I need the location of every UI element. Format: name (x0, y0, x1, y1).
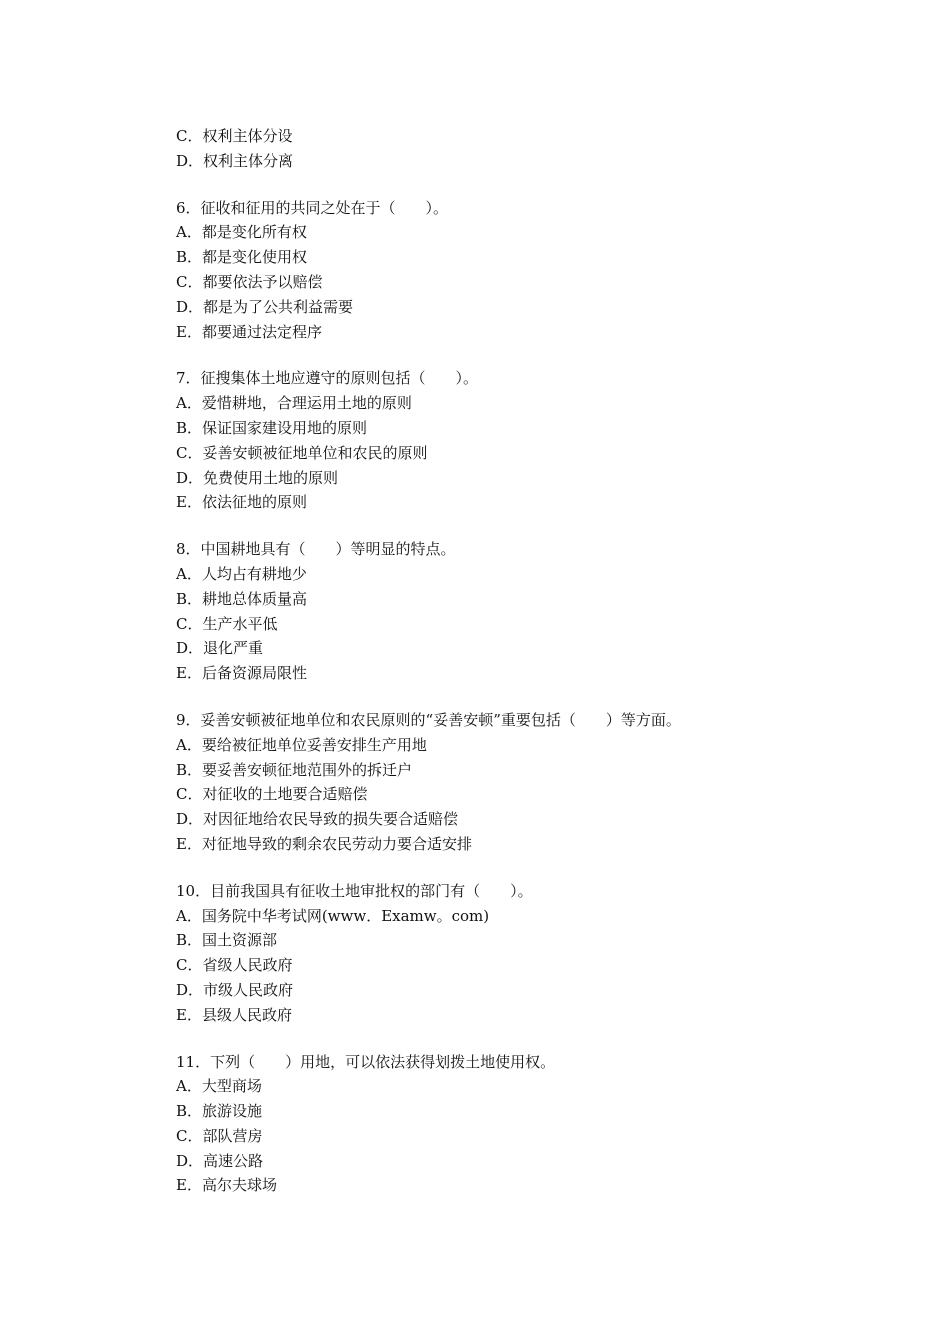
option-d: D．高速公路 (176, 1151, 264, 1170)
document-page (176, 124, 856, 1198)
question-text: 10．目前我国具有征收土地审批权的部门有（ ）。 (176, 881, 533, 900)
option-e: E．对征地导致的剩余农民劳动力要合适安排 (176, 834, 472, 853)
option-d: D．都是为了公共利益需要 (176, 297, 354, 316)
option-a: A．爱惜耕地，合理运用土地的原则 (176, 394, 412, 413)
option-c: C．部队营房 (176, 1126, 263, 1145)
question-text: 6．征收和征用的共同之处在于（ ）。 (176, 198, 449, 217)
option-c: C．都要依法予以赔偿 (176, 272, 323, 291)
option-e: E．县级人民政府 (176, 1005, 292, 1024)
question-block-8 (176, 537, 856, 686)
spacer (176, 686, 856, 708)
option-c: C．生产水平低 (176, 614, 278, 633)
question-block-11 (176, 1050, 856, 1199)
option-b: B．国土资源部 (176, 931, 278, 950)
option-c: C．妥善安顿被征地单位和农民的原则 (176, 443, 428, 462)
option-a: A．要给被征地单位妥善安排生产用地 (176, 735, 427, 754)
option-d: D．退化严重 (176, 639, 264, 658)
option-b: B．旅游设施 (176, 1102, 263, 1121)
option-b: B．保证国家建设用地的原则 (176, 418, 368, 437)
spacer (176, 515, 856, 537)
question-block-7 (176, 366, 856, 515)
option-d: D．市级人民政府 (176, 980, 294, 999)
option-a: A．都是变化所有权 (176, 223, 307, 242)
option-c: C．省级人民政府 (176, 956, 293, 975)
question-text: 9．妥善安顿被征地单位和农民原则的“妥善安顿”重要包括（ ）等方面。 (176, 710, 681, 729)
option-d: D．权利主体分离 (176, 151, 294, 170)
option-e: E．高尔夫球场 (176, 1176, 277, 1195)
option-a: A．大型商场 (176, 1077, 262, 1096)
question-block-6 (176, 196, 856, 345)
option-d: D．对因征地给农民导致的损失要合适赔偿 (176, 810, 459, 829)
option-c: C．权利主体分设 (176, 127, 293, 145)
option-a: A．国务院中华考试网(www．Examw。com) (176, 906, 490, 925)
question-block-10 (176, 879, 856, 1028)
option-a: A．人均占有耕地少 (176, 564, 307, 583)
spacer (176, 857, 856, 879)
question-block-9 (176, 708, 856, 857)
option-b: B．要妥善安顿征地范围外的拆迁户 (176, 760, 413, 779)
option-b: B．耕地总体质量高 (176, 589, 308, 608)
question-text: 8．中国耕地具有（ ）等明显的特点。 (176, 540, 456, 559)
option-e: E．依法征地的原则 (176, 493, 307, 512)
question-text: 7．征搜集体土地应遵守的原则包括（ ）。 (176, 369, 479, 388)
option-e: E．后备资源局限性 (176, 664, 307, 683)
option-d: D．免费使用土地的原则 (176, 468, 339, 487)
spacer (176, 344, 856, 366)
spacer (176, 174, 856, 196)
question-block-5-continued (176, 124, 856, 174)
option-e: E．都要通过法定程序 (176, 322, 322, 341)
spacer (176, 1028, 856, 1050)
option-b: B．都是变化使用权 (176, 248, 308, 267)
question-text: 11．下列（ ）用地，可以依法获得划拨土地使用权。 (176, 1052, 556, 1071)
option-c: C．对征收的土地要合适赔偿 (176, 785, 368, 804)
